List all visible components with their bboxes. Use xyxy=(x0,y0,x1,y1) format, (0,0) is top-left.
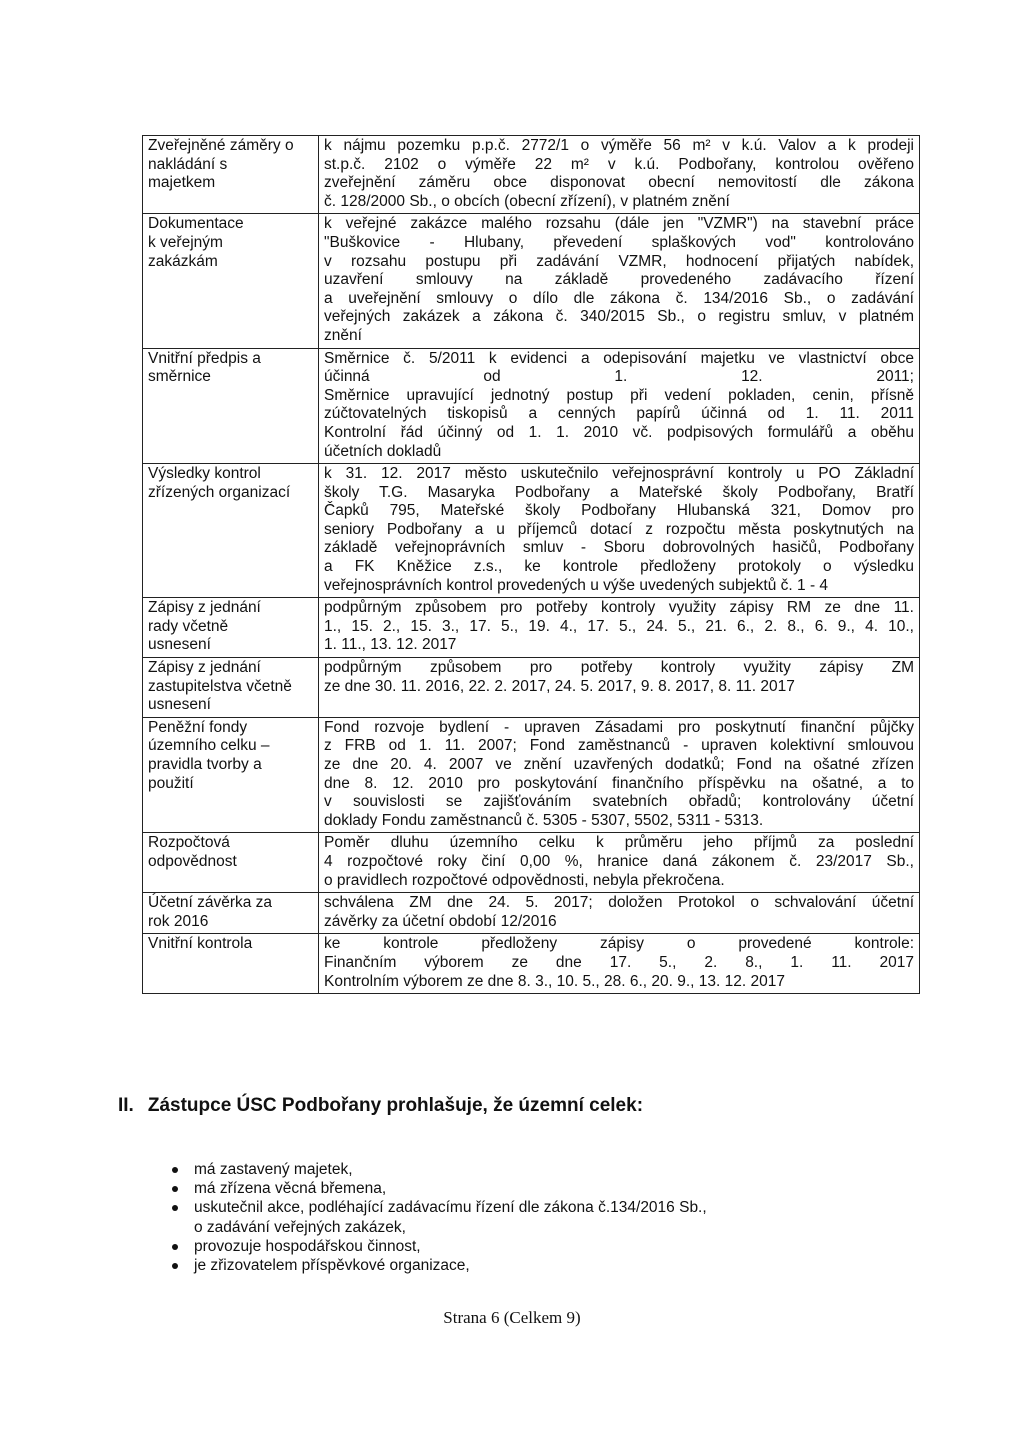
row-value-line: a uveřejnění smlouvy o dílo dle zákona č. 134/2016 Sb., o zadávání xyxy=(324,289,914,307)
table-row xyxy=(143,464,920,598)
row-value-line: z FRB od 1. 11. 2007; Fond zaměstnanců - upraven kolektivní smlouvou xyxy=(324,737,914,755)
row-value-line: zúčtovatelných tiskopisů a cenných papírů účinná od 1. 11. 2011 xyxy=(324,405,914,423)
section-title: Zástupce ÚSC Podbořany prohlašuje, že územní celek: xyxy=(147,1095,644,1116)
row-value-line: účinná od 1. 12. 2011; xyxy=(324,368,914,386)
table-row xyxy=(143,893,920,934)
row-value-line: podpůrným způsobem pro potřeby kontroly využity zápisy ZM xyxy=(324,659,914,677)
row-label-line: zakázkám xyxy=(148,252,218,270)
row-label-line: nakládání s xyxy=(148,155,228,173)
section-heading xyxy=(118,1095,643,1117)
row-value-line: ke kontrole předloženy zápisy o provedené kontrole: xyxy=(324,935,914,953)
list-item: má zřízena věcná břemena, xyxy=(158,1179,707,1198)
row-value-line: k 31. 12. 2017 město uskutečnilo veřejnosprávní kontroly u PO Základní xyxy=(324,465,914,483)
row-label-line: k veřejným xyxy=(148,233,223,251)
declaration-list xyxy=(158,1160,707,1275)
row-value-line: Čapků 795, Mateřské školy Podbořany Hlubanská 321, Domov pro xyxy=(324,502,914,520)
row-label-line: Rozpočtová xyxy=(148,834,230,852)
row-value-line: k veřejné zakázce malého rozsahu (dále jen "VZMR") na stavební práce xyxy=(324,215,914,233)
row-value-cell xyxy=(319,464,920,598)
row-value-line: a FK Kněžice z.s., ke kontrole předloženy protokoly o výsledku xyxy=(324,558,914,576)
row-value-cell xyxy=(319,658,920,718)
row-label-line: Účetní závěrka za xyxy=(148,894,273,912)
row-label-line: použití xyxy=(148,774,194,792)
row-value-line: schválena ZM dne 24. 5. 2017; doložen Protokol o schvalování účetní xyxy=(324,894,914,912)
row-value-line: základě veřejnoprávních smluv - Sboru dobrovolných hasičů, Podbořany xyxy=(324,539,914,557)
table-row xyxy=(143,658,920,718)
row-value-cell xyxy=(319,893,920,934)
row-value-line: seniory Podbořany a u příjemců dotací z rozpočtu města poskytnutých na xyxy=(324,520,914,538)
table-row xyxy=(143,833,920,893)
row-value-line: č. 128/2000 Sb., o obcích (obecní zřízení), v platném znění xyxy=(324,192,730,210)
row-value-line: závěrky za účetní období 12/2016 xyxy=(324,912,557,930)
row-value-line: 4 rozpočtové roky činí 0,00 %, hranice daná zákonem č. 23/2017 Sb., xyxy=(324,852,914,870)
row-value-line: ze dne 30. 11. 2016, 22. 2. 2017, 24. 5. 2017, 9. 8. 2017, 8. 11. 2017 xyxy=(324,677,795,695)
row-value-line: veřejných zakázek a zákona č. 340/2015 Sb., o registru smluv, v platném xyxy=(324,308,914,326)
row-value-line: "Buškovice - Hlubany, převedení splaškových vod" kontrolováno xyxy=(324,233,914,251)
row-label-line: rok 2016 xyxy=(148,912,209,930)
row-label-line: odpovědnost xyxy=(148,852,237,870)
row-value-line: školy T.G. Masaryka Podbořany a Mateřské školy Podbořany, Bratří xyxy=(324,483,914,501)
table-row xyxy=(143,598,920,658)
row-value-line: k nájmu pozemku p.p.č. 2772/1 o výměře 56 m² v k.ú. Valov a k prodeji xyxy=(324,137,914,154)
row-label-line: pravidla tvorby a xyxy=(148,756,262,773)
row-value-cell xyxy=(319,833,920,893)
row-label-line: rady včetně xyxy=(148,617,229,635)
row-value-line: znění xyxy=(324,326,362,344)
row-label-line: směrnice xyxy=(148,368,211,386)
row-value-line: uzavření smlouvy na základě provedeného zadávacího řízení xyxy=(324,271,914,289)
row-label-line: zřízených organizací xyxy=(148,483,291,501)
row-label-line: usnesení xyxy=(148,696,211,714)
row-value-line: v souvislosti se zajišťováním svatebních obřadů; kontrolovány účetní xyxy=(324,793,914,811)
row-label-line: Vnitřní předpis a xyxy=(148,349,261,367)
row-value-line: účetních dokladů xyxy=(324,442,442,460)
row-value-cell xyxy=(319,598,920,658)
row-label-line: Dokumentace xyxy=(148,215,244,233)
row-label-cell xyxy=(143,934,319,994)
row-value-line: Směrnice upravující jednotný postup při vedení pokladen, cenin, přísně xyxy=(324,386,914,404)
row-label-line: Zápisy z jednání xyxy=(148,599,261,617)
row-label-line: Vnitřní kontrola xyxy=(148,935,253,953)
table-row xyxy=(143,348,920,464)
row-label-cell xyxy=(143,893,319,934)
row-label-line: Peněžní fondy xyxy=(148,718,248,736)
page-footer: Strana 6 (Celkem 9) xyxy=(443,1308,581,1327)
row-value-cell xyxy=(319,214,920,348)
row-value-line: Poměr dluhu územního celku k průměru jeho příjmů za poslední xyxy=(324,834,914,852)
row-label-cell xyxy=(143,717,319,833)
row-label-line: usnesení xyxy=(148,636,211,654)
row-value-line: Směrnice č. 5/2011 k evidenci a odepisování majetku ve vlastnictví obce xyxy=(324,349,914,367)
row-label-cell xyxy=(143,833,319,893)
row-label-line: majetkem xyxy=(148,174,216,192)
row-value-line: st.p.č. 2102 o výměře 22 m² v k.ú. Podbořany, kontrolou ověřeno xyxy=(324,155,914,173)
row-value-line: 1., 15. 2., 15. 3., 17. 5., 19. 4., 17. 5., 24. 5., 21. 6., 2. 8., 6. 9., 4. 10., xyxy=(324,617,914,635)
table-row xyxy=(143,214,920,348)
row-value-line: ze dne 20. 4. 2007 ve znění uzavřených dodatků; Fond na ošatné zřízen xyxy=(324,756,914,773)
row-value-line: dne 8. 12. 2010 pro poskytování finančního příspěvku na ošatné, a to xyxy=(324,774,914,792)
list-item: uskutečnil akce, podléhající zadávacímu řízení dle zákona č.134/2016 Sb., o zadávání veřejných zakázek, xyxy=(158,1198,707,1236)
row-label-line: Zveřejněné záměry o xyxy=(148,137,294,154)
inspection-table xyxy=(142,135,920,994)
row-value-line: Fond rozvoje bydlení - upraven Zásadami pro poskytnutí finanční půjčky xyxy=(324,718,914,736)
row-label-cell xyxy=(143,658,319,718)
section-number: II. xyxy=(118,1095,134,1116)
row-value-line: Kontrolní řád účinný od 1. 1. 2010 vč. podpisových formulářů a oběhu xyxy=(324,423,914,441)
row-label-cell xyxy=(143,136,319,214)
table-row xyxy=(143,717,920,833)
row-label-line: Zápisy z jednání xyxy=(148,659,261,677)
row-value-line: o pravidlech rozpočtové odpovědnosti, nebyla překročena. xyxy=(324,871,725,889)
row-label-line: zastupitelstva včetně xyxy=(148,677,292,695)
row-value-cell xyxy=(319,348,920,464)
row-value-cell xyxy=(319,136,920,214)
list-item: má zastavený majetek, xyxy=(158,1160,707,1179)
row-value-line: doklady Fondu zaměstnanců č. 5305 - 5307, 5502, 5311 - 5313. xyxy=(324,811,764,829)
row-label-cell xyxy=(143,348,319,464)
row-label-line: územního celku – xyxy=(148,737,270,755)
row-value-line: podpůrným způsobem pro potřeby kontroly využity zápisy RM ze dne 11. xyxy=(324,599,914,617)
row-value-cell xyxy=(319,934,920,994)
row-value-line: Kontrolním výborem ze dne 8. 3., 10. 5., 28. 6., 20. 9., 13. 12. 2017 xyxy=(324,972,785,990)
row-value-line: v rozsahu postupu při zadávání VZMR, hodnocení přijatých nabídek, xyxy=(324,252,914,270)
table-body xyxy=(143,136,920,994)
row-value-line: veřejnosprávních kontrol provedených u výše uvedených subjektů č. 1 - 4 xyxy=(324,576,829,594)
row-label-cell xyxy=(143,464,319,598)
row-value-line: zveřejnění záměru obce disponovat obecní nemovitostí dle zákona xyxy=(324,174,914,192)
row-label-cell xyxy=(143,598,319,658)
row-label-cell xyxy=(143,214,319,348)
list-item: je zřizovatelem příspěvkové organizace, xyxy=(158,1256,707,1275)
table-row xyxy=(143,934,920,994)
row-value-line: 1. 11., 13. 12. 2017 xyxy=(324,636,457,654)
row-value-line: Finančním výborem ze dne 17. 5., 2. 8., 1. 11. 2017 xyxy=(324,953,914,971)
row-label-line: Výsledky kontrol xyxy=(148,465,261,483)
table-row xyxy=(143,136,920,214)
list-item: provozuje hospodářskou činnost, xyxy=(158,1237,707,1256)
row-value-cell xyxy=(319,717,920,833)
